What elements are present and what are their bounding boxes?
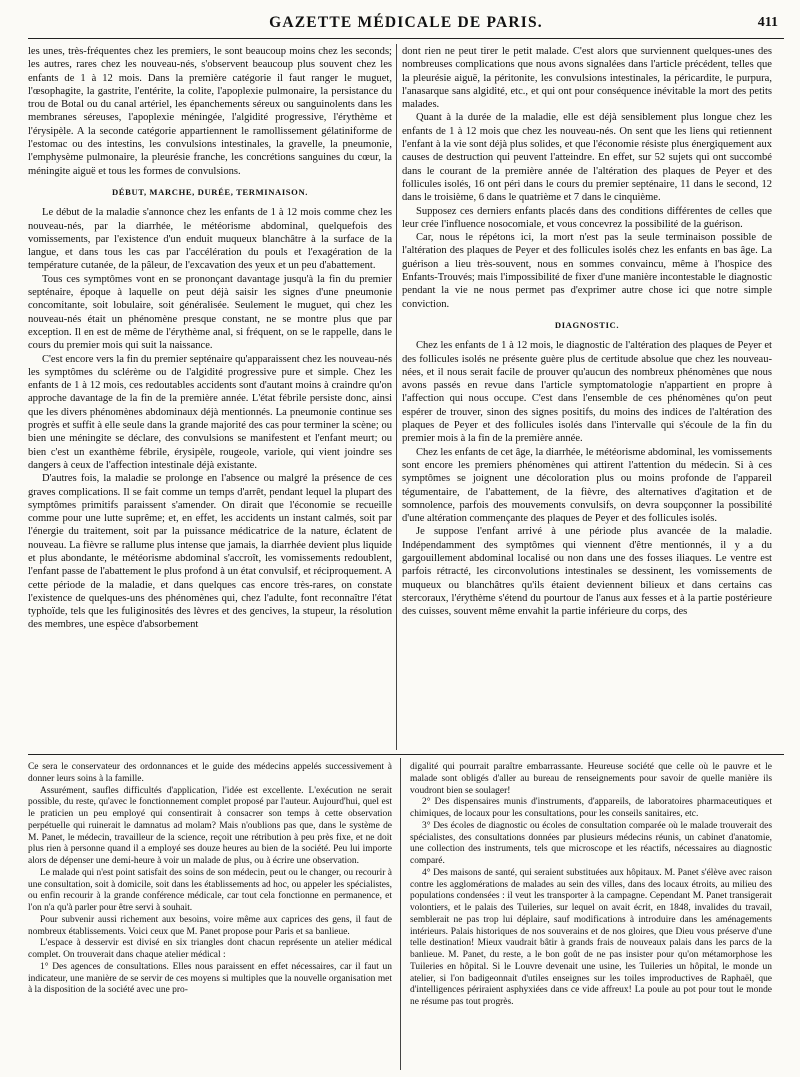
feuilleton-column-left xyxy=(28,762,392,1070)
paragraph: Le malade qui n'est point satisfait des soins de son médecin, peut ou le changer, ou recourir à une consultation, soit à domicile, soit dans les établissements ad hoc, ou appeler les spécialistes, ou enfin recourir à la grande conférence médicale, car tout cela fonctionne en permanence, et l'on n'a qu'à parler pour être servi à souhait. xyxy=(28,867,392,913)
paragraph: les unes, très-fréquentes chez les premiers, le sont beaucoup moins chez les seconds; les autres, rares chez les nouveau-nés, s'observent beaucoup plus souvent chez les enfants de 1 à 12 mois. Dans la première catégorie il faut ranger le muguet, l'œsophagite, la gastrite, l'entérite, la colite, l'apoplexie pulmonaire, la persistance du trou de Botal ou du canal artériel, les épanchements séreux ou sanguinolents dans les membranes séreuses, l'apoplexie méningée, l'algidité progressive, l'érythème et l'érysipèle. A la seconde catégorie appartiennent le ramollissement gélatiniforme de l'estomac ou des intestins, les convulsions intestinales, la gravelle, la pneumonie, l'emphysème pulmonaire, la pleurésie franche, les concrétions sanguines du cœur, la méningite aiguë et tous les formes de convulsions. xyxy=(28,46,392,177)
paragraph: D'autres fois, la maladie se prolonge en l'absence ou malgré la présence de ces graves complications. Il se fait comme un temps d'arrêt, pendant lequel la plupart des symptômes primitifs paraissent s'amender. On dirait que l'économie se recueille comme pour une lutte suprême; et, en effet, les accidents un instant calmés, soit par l'énergie du traitement, soit par la puissance médicatrice de la nature, éclatent de nouveau. La fièvre se rallume plus intense que jamais, la diarrhée devient plus liquide et plus abondante, le météorisme abdominal s'accroît, les vomissements redoublent, l'enfant passe de l'abattement le plus profond à un état convulsif, et réciproquement. A cette période de la maladie, et dans quelques cas encore très-rares, on constate l'existence de quelques-uns des phénomènes qui, chez l'adulte, font reconnaître l'état typhoïde, tels que les fuliginosités des lèvres et des gencives, la stupeur, la résolution des membres, une espèce d'absorbement xyxy=(28,473,392,631)
paragraph: Ce sera le conservateur des ordonnances et le guide des médecins appelés successivement à donner leurs soins à la famille. xyxy=(28,762,392,784)
section-heading: DÉBUT, MARCHE, DURÉE, TERMINAISON. xyxy=(111,186,309,197)
paragraph: Chez les enfants de cet âge, la diarrhée, le météorisme abdominal, les vomissements sont encore les premiers phénomènes qui attirent l'attention du médecin. Si à ces symptômes se joignent une décoloration plus ou moins profonde de l'appareil tégumentaire, de l'abattement, de la fièvre, des alternatives d'agitation et de somnolence, parfois des mouvements convulsifs, on devra soupçonner la possibilité d'une altération commençante des plaques de Peyer et des follicules isolés. xyxy=(402,446,772,525)
paragraph: Pour subvenir aussi richement aux besoins, voire même aux caprices des gens, il faut de nombreux établissements. Voici ceux que M. Panet propose pour Paris et sa banlieue. xyxy=(28,914,392,937)
article-column-left xyxy=(28,45,392,749)
page-number: 411 xyxy=(757,15,778,30)
paragraph: 4° Des maisons de santé, qui seraient substituées aux hôpitaux. M. Panet s'élève avec raison contre les agglomérations de malades au sein des villes, dans des locaux étroits, au milieu des populations condensées : il veut les transporter à la campagne. Cependant M. Panet transigerait volontiers, et le palais des Tuileries, sur lequel on avait écrit, en 1848, invalides du travail, semblerait ne pas trop lui déplaire, sauf modifications à introduire dans les aménagements intérieurs. Palais historiques de nos souverains et de nos gloires, que Dieu vous préserve d'une telle destination! Mieux vaudrait bâtir à grands frais de nouveaux palais dans les parcs de la banlieue. M. Panet, du reste, a le bon goût de ne pas insister pour qu'on métamorphose les Tuileries en hôpital. Si le Louvre devenait une usine, les Tuileries un hôpital, le monde un atelier, si l'on badigeonnait d'utiles enseignes sur les toiles improductives de Raphaël, que d'intelligences périraient asphyxiées dans ce vide affreux! La poule au pot pour tout le monde ne résume pas tout progrès. xyxy=(410,867,772,1007)
paragraph: 3° Des écoles de diagnostic ou écoles de consultation comparée où le malade trouverait des spécialistes, des consultations données par plusieurs médecins réunis, un cabinet d'anatomie, une collection des instruments, tels que microscope et les réactifs, nécessaires au diagnostic comparé. xyxy=(410,820,772,866)
journal-title: GAZETTE MÉDICALE DE PARIS. xyxy=(269,14,543,31)
paragraph: 2° Des dispensaires munis d'instruments, d'appareils, de laboratoires pharmaceutiques et chimiques, de locaux pour les consultations, pour les conseils sanitaires, etc. xyxy=(410,797,772,819)
page-header xyxy=(28,12,784,39)
paragraph: Quant à la durée de la maladie, elle est déjà sensiblement plus longue chez les enfants de 1 à 12 mois que chez les nouveau-nés. On sent que les liens qui retiennent l'enfant à la vie sont déjà plus solides, et que l'économie résiste plus énergiquement aux causes de destruction qui peuvent l'atteindre. En effet, sur 52 sujets qui ont succombé dans le courant de la première année de l'altération des plaques de Peyer et des follicules isolés, 16 ont péri dans le cours du premier septénaire, 11 dans le second, 12 dans le troisième, 6 dans le quatrième et 7 dans le cinquième. xyxy=(402,112,772,204)
paragraph: Assurément, saufles difficultés d'application, l'idée est excellente. L'exécution ne serait possible, du reste, qu'avec le fonctionnement complet proposé par l'auteur. Aujourd'hui, quel est le praticien un peu employé qui consentirait à consacrer son temps à cette observation perpétuelle qui ruinerait le damnatus ad molam? Mais n'oublions pas que, dans le système de M. Panet, le médecin, travailleur de la science, reçoit une rétribution à peu près fixe, et ne doit plus rien à personne quand il a employé ses douze heures au bien de la société. Peu lui importe alors de dépenser une demi-heure à voir un malade de plus, ou à écrire une observation. xyxy=(28,785,392,866)
paragraph: Tous ces symptômes vont en se prononçant davantage jusqu'à la fin du premier septénaire, époque à laquelle on peut déjà saisir les signes d'une pneumonie concomitante, soit lobulaire, soit généralisée. Seulement le muguet, qui chez les nouveau-nés était un phénomène presque constant, ne se montre plus que par exception. Il en est de même de l'érythème anal, si fréquent, on se le rappelle, dans le cours du premier mois qui suit la naissance. xyxy=(28,273,392,352)
paragraph: Le début de la maladie s'annonce chez les enfants de 1 à 12 mois comme chez les nouveau-nés, par la diarrhée, le météorisme abdominal, quelquefois des vomissements, par l'existence d'un enduit muqueux blanchâtre à la surface de la langue, et dans tous les cas par l'accélération du pouls et l'exagération de la température cutanée, de la pâleur, de l'excavation des yeux et un peu d'abattement. xyxy=(28,207,392,272)
paragraph: C'est encore vers la fin du premier septénaire qu'apparaissent chez les nouveau-nés les symptômes du sclérème ou de l'algidité progressive pure et simple. Chez les enfants de 1 à 12 mois, ces redoutables accidents sont d'autant moins à craindre qu'on approche davantage de la fin de la première année. L'état fébrile persiste donc, ainsi que les divers phénomènes abdominaux déjà mentionnés. La pneumonie continue ses progrès et suffit à elle seule dans la grande majorité des cas pour terminer la scène; ou bien une méningite se déclare, des convulsions se manifestent et l'enfant meurt; ou bien c'est un exanthème fébrile, érysipèle, rougeole, variole, qui vient joindre ses dangers à ceux de l'affection intestinale déjà existante. xyxy=(28,353,392,471)
feuilleton-column-right xyxy=(410,762,772,1070)
column-divider xyxy=(400,758,401,1070)
article-column-right xyxy=(402,45,772,749)
paragraph: 1° Des agences de consultations. Elles nous paraissent en effet nécessaires, car il faut un indicateur, une manière de se servir de ces moyens si multiples que la nouvelle organisation met à la disposition de la société avec une pro- xyxy=(28,961,392,996)
paragraph: Car, nous le répétons ici, la mort n'est pas la seule terminaison possible de l'altération des plaques de Peyer et des follicules isolés chez les enfants en bas âge. La guérison a lieu très-souvent, nous en sommes convaincu, même à l'hospice des Enfants-Trouvés; mais l'impossibilité de fixer d'une manière incontestable le diagnostic pendant la vie ne nous permet pas d'exprimer autre chose ici que notre simple conviction. xyxy=(402,232,772,310)
paragraph: dont rien ne peut tirer le petit malade. C'est alors que surviennent quelques-unes des nombreuses complications que nous avons signalées dans l'article précédent, telles que la pleurésie aiguë, la péritonite, les convulsions intestinales, la péricardite, le purpura, l'anasarque sans algidité, etc., et qui ont pour conséquence inévitable la mort des petits malades. xyxy=(402,46,772,111)
feuilleton-divider xyxy=(28,754,784,755)
paragraph: Je suppose l'enfant arrivé à une période plus avancée de la maladie. Indépendamment des symptômes qui viennent d'être mentionnés, il y a du gargouillement abdominal localisé ou non dans une des fosses iliaques. Le ventre est parfois rétracté, les circonvolutions intestinales se dessinent, les vomissements de muqueux ou blanchâtres qu'ils étaient deviennent bilieux et dans certains cas stercoraux, l'érythème s'étend du pourtour de l'anus aux fesses et à la partie postérieure des cuisses, souvent même envahit la partie inférieure du corps, des xyxy=(402,526,772,618)
paragraph: Supposez ces derniers enfants placés dans des conditions différentes de celles que leur crée l'influence nosocomiale, et vous concevrez la possibilité de la guérison. xyxy=(402,205,772,230)
section-heading: DIAGNOSTIC. xyxy=(554,319,620,330)
paragraph: Chez les enfants de 1 à 12 mois, le diagnostic de l'altération des plaques de Peyer et des follicules isolés ne présente guère plus de certitude absolue que chez les nouveau-nées, et il nous serait facile de prouver qu'aucun des nombreux phénomènes que nous avons passés en revue dans l'article symptomatologie n'appartient en propre à l'affection qui nous occupe. C'est dans l'ensemble de ces phénomènes qu'on peut espérer de trouver, sinon des signes positifs, du moins des indices de l'altération des plaques de Peyer et des follicules isolés dans l'intervalle qui s'écoule de la fin du premier mois à la fin de la première année. xyxy=(402,340,772,445)
column-divider xyxy=(396,44,397,750)
paragraph: L'espace à desservir est divisé en six triangles dont chacun représente un atelier médical complet. On trouverait dans chaque atelier médical : xyxy=(28,938,392,960)
paragraph: digalité qui pourrait paraître embarrassante. Heureuse société que celle où le pauvre et le malade sont obligés d'aller au bureau de renseignements pour savoir de quelle manière ils voudront bien se soulager! xyxy=(410,762,772,796)
